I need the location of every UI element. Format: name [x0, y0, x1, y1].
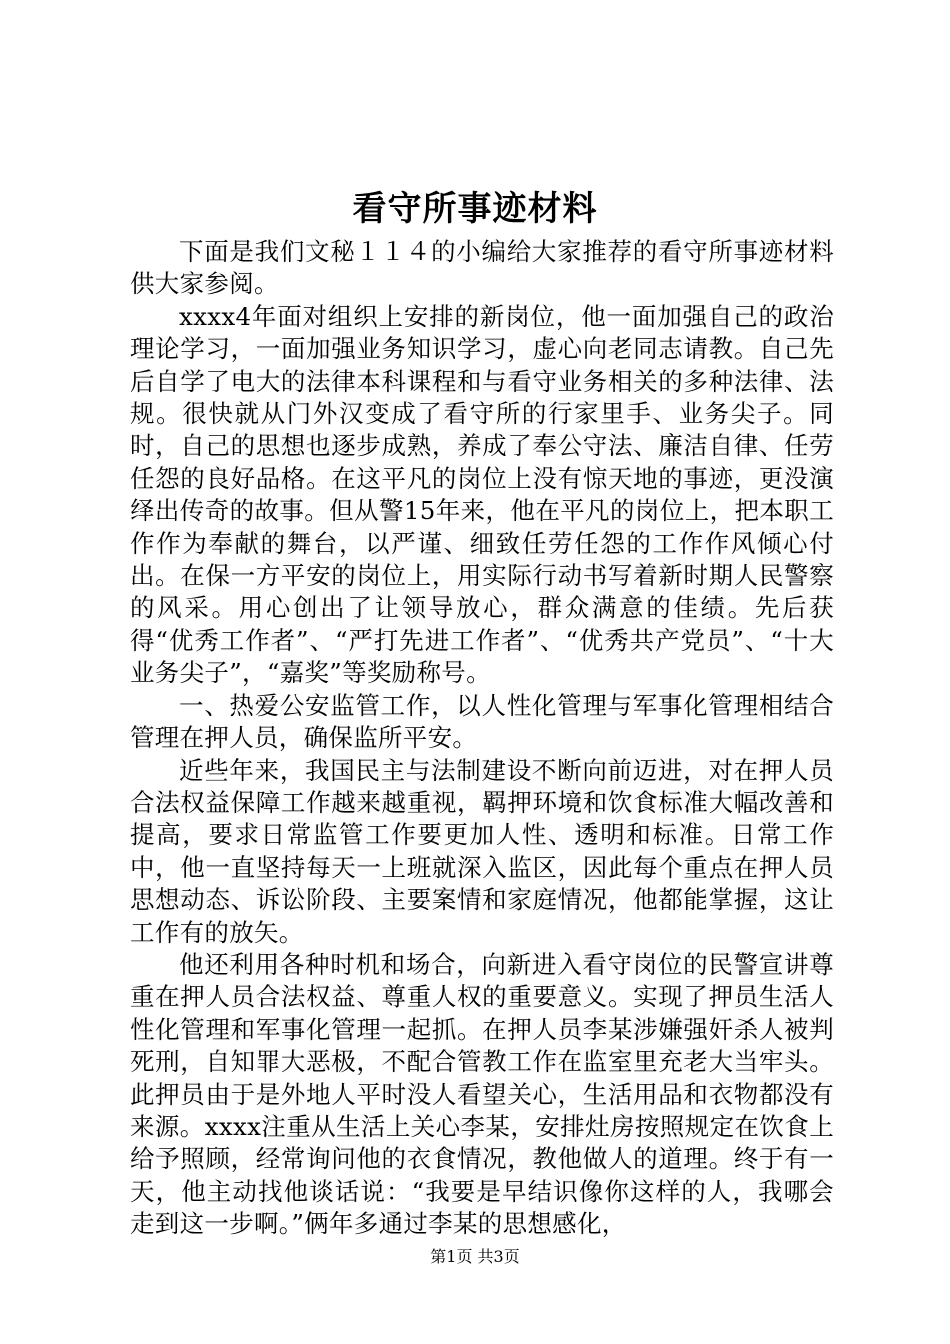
paragraph-recent-years: 近些年来，我国民主与法制建设不断向前迈进，对在押人员合法权益保障工作越来越重视，羁押环境和饮食标准大幅改善和提高，要求日常监管工作要更加人性、透明和标准。日常工作中，他一直坚持每天一上班就深入监区，因此每个重点在押人员思想动态、诉讼阶段、主要案情和家庭情况，他都能掌握，这让工作有的放矢。 [130, 755, 834, 947]
paragraph-career: xxxx4年面对组织上安排的新岗位，他一面加强自己的政治理论学习，一面加强业务知识学习，虚心向老同志请教。自己先后自学了电大的法律本科课程和与看守业务相关的多种法律、法规。很快就从门外汉变成了看守所的行家里手、业务尖子。同时，自己的思想也逐步成熟，养成了奉公守法、廉洁自律、任劳任怨的良好品格。在这平凡的岗位上没有惊天地的事迹，更没演绎出传奇的故事。但从警15年来，他在平凡的岗位上，把本职工作作为奉献的舞台，以严谨、细致任劳任怨的工作作风倾心付出。在保一方平安的岗位上，用实际行动书写着新时期人民警察的风采。用心创出了让领导放心，群众满意的佳绩。先后获得“优秀工作者”、“严打先进工作者”、“优秀共产党员”、“十大业务尖子”，“嘉奖”等奖励称号。 [130, 301, 834, 688]
paragraph-section-heading: 一、热爱公安监管工作，以人性化管理与军事化管理相结合管理在押人员，确保监所平安。 [130, 690, 834, 753]
document-body [130, 236, 834, 1241]
page-footer: 第1页 共3页 [430, 1247, 520, 1266]
paragraph-case-story: 他还利用各种时机和场合，向新进入看守岗位的民警宣讲尊重在押人员合法权益、尊重人权的重要意义。实现了押员生活人性化管理和军事化管理一起抓。在押人员李某涉嫌强奸杀人被判死刑，自知罪大恶极，不配合管教工作在监室里充老大当牢头。此押员由于是外地人平时没人看望关心，生活用品和衣物都没有来源。xxxx注重从生活上关心李某，安排灶房按照规定在饮食上给予照顾，经常询问他的衣食情况，教他做人的道理。终于有一天，他主动找他谈话说：“我要是早结识像你这样的人，我哪会走到这一步啊。”俩年多通过李某的思想感化， [130, 949, 834, 1239]
document-title: 看守所事迹材料 [352, 189, 598, 229]
paragraph-intro: 下面是我们文秘１１４的小编给大家推荐的看守所事迹材料供大家参阅。 [130, 237, 834, 299]
